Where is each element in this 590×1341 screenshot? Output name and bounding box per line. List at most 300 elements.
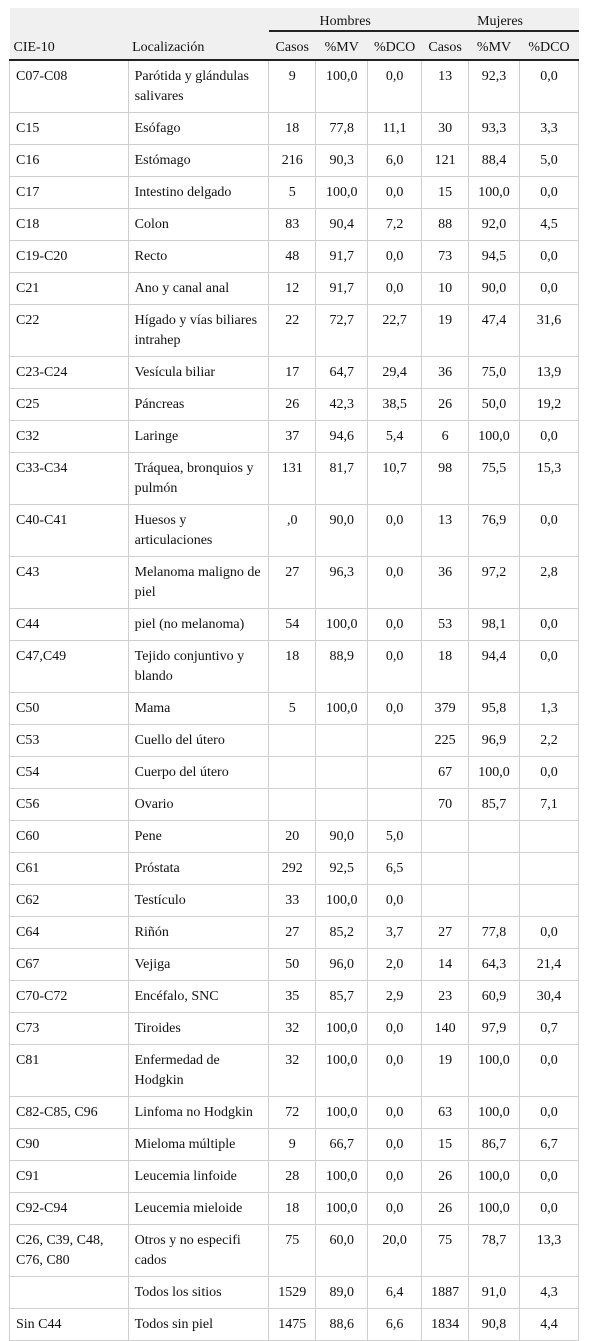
cell-women-cases: 10: [422, 273, 469, 305]
cell-women-dco: [520, 821, 579, 853]
cell-men-mv: 100,0: [316, 60, 368, 113]
cell-men-mv: [316, 789, 368, 821]
cell-women-cases: 67: [422, 757, 469, 789]
table-row: [10, 505, 579, 557]
cell-icd10-code: C19-C20: [10, 241, 129, 273]
cell-men-dco: 38,5: [368, 389, 422, 421]
table-body: [10, 60, 579, 1341]
cell-women-cases: 13: [422, 505, 469, 557]
cell-icd10-code: C40-C41: [10, 505, 129, 557]
cell-men-dco: 0,0: [368, 557, 422, 609]
cell-women-dco: 0,7: [520, 1013, 579, 1045]
cell-women-mv: 94,4: [469, 641, 520, 693]
cell-men-mv: 100,0: [316, 1193, 368, 1225]
cell-women-cases: [422, 821, 469, 853]
cell-site-name: Tiroides: [128, 1013, 269, 1045]
cell-women-mv: 91,0: [469, 1277, 520, 1309]
cell-women-dco: 0,0: [520, 1097, 579, 1129]
cell-site-name: Tráquea, bronquios y pulmón: [128, 453, 269, 505]
cell-icd10-code: C90: [10, 1129, 129, 1161]
cell-men-mv: 42,3: [316, 389, 368, 421]
cell-women-cases: 140: [422, 1013, 469, 1045]
cell-men-cases: 32: [269, 1013, 316, 1045]
cell-men-cases: 1529: [269, 1277, 316, 1309]
cell-site-name: Ano y canal anal: [128, 273, 269, 305]
cell-women-dco: 0,0: [520, 1045, 579, 1097]
cell-men-mv: 92,5: [316, 853, 368, 885]
cell-women-dco: 15,3: [520, 453, 579, 505]
cell-women-dco: 21,4: [520, 949, 579, 981]
cell-women-dco: [520, 853, 579, 885]
cell-men-mv: 100,0: [316, 693, 368, 725]
cell-site-name: Cuerpo del útero: [128, 757, 269, 789]
cell-icd10-code: C64: [10, 917, 129, 949]
cell-women-mv: 90,8: [469, 1309, 520, 1341]
cell-men-mv: 72,7: [316, 305, 368, 357]
cell-men-dco: 0,0: [368, 1161, 422, 1193]
cell-site-name: Encéfalo, SNC: [128, 981, 269, 1013]
cell-women-cases: 19: [422, 305, 469, 357]
cell-men-mv: 90,3: [316, 145, 368, 177]
table-row: [10, 725, 579, 757]
cell-women-cases: 1834: [422, 1309, 469, 1341]
table-row: [10, 60, 579, 113]
cell-men-mv: 100,0: [316, 177, 368, 209]
cell-women-dco: 1,3: [520, 693, 579, 725]
cell-icd10-code: C32: [10, 421, 129, 453]
cell-men-mv: 91,7: [316, 273, 368, 305]
table-row: [10, 357, 579, 389]
cell-men-mv: 100,0: [316, 1013, 368, 1045]
cell-women-dco: 3,3: [520, 113, 579, 145]
cell-icd10-code: C22: [10, 305, 129, 357]
cell-women-dco: 31,6: [520, 305, 579, 357]
cell-women-mv: 90,0: [469, 273, 520, 305]
cell-men-mv: 88,9: [316, 641, 368, 693]
cell-men-cases: 9: [269, 60, 316, 113]
cell-icd10-code: [10, 1277, 129, 1309]
cell-women-mv: 78,7: [469, 1225, 520, 1277]
cell-women-cases: 75: [422, 1225, 469, 1277]
cell-women-cases: [422, 853, 469, 885]
table-row: [10, 453, 579, 505]
cell-men-cases: 26: [269, 389, 316, 421]
cell-men-dco: 0,0: [368, 1129, 422, 1161]
cell-women-dco: 4,5: [520, 209, 579, 241]
cell-women-cases: 15: [422, 1129, 469, 1161]
cell-women-cases: 88: [422, 209, 469, 241]
cell-men-cases: 1475: [269, 1309, 316, 1341]
cell-men-dco: [368, 725, 422, 757]
cell-women-cases: 13: [422, 60, 469, 113]
cell-men-dco: 6,0: [368, 145, 422, 177]
cell-men-cases: 50: [269, 949, 316, 981]
cell-men-cases: 20: [269, 821, 316, 853]
cell-icd10-code: C54: [10, 757, 129, 789]
column-header-men-dco: %DCO: [368, 31, 422, 60]
cell-women-cases: 26: [422, 1161, 469, 1193]
table-row: [10, 1161, 579, 1193]
column-header-women-cases: Casos: [422, 31, 469, 60]
cell-women-mv: [469, 885, 520, 917]
cell-men-dco: [368, 757, 422, 789]
cell-icd10-code: C18: [10, 209, 129, 241]
cell-icd10-code: C70-C72: [10, 981, 129, 1013]
cell-women-mv: 100,0: [469, 421, 520, 453]
cell-women-mv: 50,0: [469, 389, 520, 421]
cell-men-mv: 89,0: [316, 1277, 368, 1309]
cell-men-dco: 6,5: [368, 853, 422, 885]
cell-men-mv: 81,7: [316, 453, 368, 505]
cell-women-dco: 0,0: [520, 757, 579, 789]
cell-site-name: Tejido conjuntivo y blando: [128, 641, 269, 693]
table-row: [10, 1045, 579, 1097]
table-row: [10, 305, 579, 357]
cell-icd10-code: C53: [10, 725, 129, 757]
cell-site-name: Cuello del útero: [128, 725, 269, 757]
cell-men-cases: [269, 725, 316, 757]
cell-women-cases: 36: [422, 557, 469, 609]
cell-women-dco: 30,4: [520, 981, 579, 1013]
cell-women-dco: 0,0: [520, 917, 579, 949]
cell-women-dco: 0,0: [520, 177, 579, 209]
cell-women-mv: 60,9: [469, 981, 520, 1013]
cell-men-mv: 85,2: [316, 917, 368, 949]
cell-men-dco: 0,0: [368, 693, 422, 725]
cell-men-mv: 100,0: [316, 1161, 368, 1193]
cell-men-cases: 72: [269, 1097, 316, 1129]
cell-women-cases: 6: [422, 421, 469, 453]
cell-men-mv: 90,4: [316, 209, 368, 241]
cell-icd10-code: C16: [10, 145, 129, 177]
cell-site-name: Mama: [128, 693, 269, 725]
cell-men-cases: 27: [269, 557, 316, 609]
cell-site-name: Todos los sitios: [128, 1277, 269, 1309]
cell-men-dco: 0,0: [368, 1013, 422, 1045]
cell-women-cases: 26: [422, 389, 469, 421]
cell-icd10-code: C82-C85, C96: [10, 1097, 129, 1129]
cell-icd10-code: C44: [10, 609, 129, 641]
cell-women-mv: 100,0: [469, 1045, 520, 1097]
cell-women-mv: 100,0: [469, 1193, 520, 1225]
cell-women-mv: 85,7: [469, 789, 520, 821]
cell-men-dco: 22,7: [368, 305, 422, 357]
cell-women-cases: 26: [422, 1193, 469, 1225]
cell-women-mv: 75,5: [469, 453, 520, 505]
cell-men-dco: 2,0: [368, 949, 422, 981]
cell-men-mv: 91,7: [316, 241, 368, 273]
cell-women-mv: 47,4: [469, 305, 520, 357]
cell-men-mv: 90,0: [316, 505, 368, 557]
cell-men-cases: 5: [269, 693, 316, 725]
cell-men-mv: 85,7: [316, 981, 368, 1013]
table-row: [10, 757, 579, 789]
cell-men-dco: 0,0: [368, 273, 422, 305]
cell-men-cases: 18: [269, 641, 316, 693]
column-header-site: Localización: [128, 31, 269, 60]
cell-women-dco: 13,9: [520, 357, 579, 389]
table-row: [10, 949, 579, 981]
cell-men-mv: 60,0: [316, 1225, 368, 1277]
cell-site-name: Mieloma múltiple: [128, 1129, 269, 1161]
cell-site-name: Vejiga: [128, 949, 269, 981]
cell-icd10-code: C56: [10, 789, 129, 821]
cell-icd10-code: C61: [10, 853, 129, 885]
cell-men-dco: 6,6: [368, 1309, 422, 1341]
cell-men-mv: 100,0: [316, 885, 368, 917]
cell-men-mv: [316, 757, 368, 789]
cell-women-cases: [422, 885, 469, 917]
cell-women-dco: 2,8: [520, 557, 579, 609]
cell-women-dco: 0,0: [520, 1193, 579, 1225]
cell-women-cases: 19: [422, 1045, 469, 1097]
cell-men-cases: 37: [269, 421, 316, 453]
cell-site-name: Vesícula biliar: [128, 357, 269, 389]
cell-men-dco: 3,7: [368, 917, 422, 949]
cell-site-name: Pene: [128, 821, 269, 853]
cell-icd10-code: C25: [10, 389, 129, 421]
cell-women-dco: 0,0: [520, 241, 579, 273]
cell-men-dco: 11,1: [368, 113, 422, 145]
cell-site-name: Colon: [128, 209, 269, 241]
cell-women-cases: 63: [422, 1097, 469, 1129]
cell-women-cases: 14: [422, 949, 469, 981]
table-row: [10, 641, 579, 693]
cell-women-mv: [469, 821, 520, 853]
cell-men-mv: 100,0: [316, 609, 368, 641]
table-row: [10, 209, 579, 241]
cell-site-name: Laringe: [128, 421, 269, 453]
cell-men-mv: 96,0: [316, 949, 368, 981]
cell-site-name: Intestino delgado: [128, 177, 269, 209]
column-header-women-dco: %DCO: [520, 31, 579, 60]
cell-women-cases: 70: [422, 789, 469, 821]
cell-men-cases: 17: [269, 357, 316, 389]
cell-men-mv: 88,6: [316, 1309, 368, 1341]
cell-icd10-code: C67: [10, 949, 129, 981]
cell-women-dco: 7,1: [520, 789, 579, 821]
cell-women-mv: 100,0: [469, 757, 520, 789]
table-row: [10, 1225, 579, 1277]
cell-women-dco: 0,0: [520, 641, 579, 693]
cell-women-cases: 121: [422, 145, 469, 177]
cell-site-name: Páncreas: [128, 389, 269, 421]
cell-site-name: Leucemia linfoide: [128, 1161, 269, 1193]
table-row: [10, 177, 579, 209]
column-header-men-mv: %MV: [316, 31, 368, 60]
cell-men-dco: 0,0: [368, 609, 422, 641]
cell-site-name: piel (no melanoma): [128, 609, 269, 641]
cell-women-mv: 92,3: [469, 60, 520, 113]
cell-women-mv: 97,2: [469, 557, 520, 609]
cell-women-mv: 64,3: [469, 949, 520, 981]
cell-men-mv: [316, 725, 368, 757]
cell-men-dco: 0,0: [368, 505, 422, 557]
cell-women-dco: 0,0: [520, 273, 579, 305]
cell-men-mv: 90,0: [316, 821, 368, 853]
cell-women-dco: 2,2: [520, 725, 579, 757]
cell-men-mv: 94,6: [316, 421, 368, 453]
table-row: [10, 145, 579, 177]
cell-women-dco: 19,2: [520, 389, 579, 421]
cell-women-cases: 225: [422, 725, 469, 757]
cell-men-cases: [269, 757, 316, 789]
cell-women-cases: 15: [422, 177, 469, 209]
cell-icd10-code: C07-C08: [10, 60, 129, 113]
cell-icd10-code: C33-C34: [10, 453, 129, 505]
cell-women-cases: 379: [422, 693, 469, 725]
cell-men-dco: 0,0: [368, 177, 422, 209]
table-row: [10, 421, 579, 453]
cell-women-mv: 75,0: [469, 357, 520, 389]
cell-men-dco: 2,9: [368, 981, 422, 1013]
cell-men-cases: 216: [269, 145, 316, 177]
table-header: [10, 8, 579, 60]
cell-men-dco: 20,0: [368, 1225, 422, 1277]
cancer-incidence-table: [9, 8, 579, 1341]
cell-women-dco: [520, 885, 579, 917]
cell-women-mv: 96,9: [469, 725, 520, 757]
cell-women-dco: 0,0: [520, 505, 579, 557]
cell-icd10-code: C81: [10, 1045, 129, 1097]
cell-site-name: Esófago: [128, 113, 269, 145]
cell-icd10-code: C43: [10, 557, 129, 609]
cell-men-cases: 54: [269, 609, 316, 641]
table-row: [10, 609, 579, 641]
cell-women-mv: 88,4: [469, 145, 520, 177]
cell-women-mv: 100,0: [469, 1097, 520, 1129]
cell-men-dco: 0,0: [368, 1097, 422, 1129]
cell-men-mv: 64,7: [316, 357, 368, 389]
cell-men-cases: [269, 789, 316, 821]
cell-men-cases: 83: [269, 209, 316, 241]
cell-icd10-code: C26, C39, C48, C76, C80: [10, 1225, 129, 1277]
cell-women-mv: 100,0: [469, 177, 520, 209]
cell-women-cases: 73: [422, 241, 469, 273]
cell-icd10-code: C47,C49: [10, 641, 129, 693]
cell-women-dco: 0,0: [520, 421, 579, 453]
column-header-women-mv: %MV: [469, 31, 520, 60]
cell-women-dco: 6,7: [520, 1129, 579, 1161]
cell-women-cases: 36: [422, 357, 469, 389]
cell-men-cases: 75: [269, 1225, 316, 1277]
table-row: [10, 1097, 579, 1129]
cell-site-name: Hígado y vías biliares intrahep: [128, 305, 269, 357]
cell-women-dco: 0,0: [520, 609, 579, 641]
table-row: [10, 885, 579, 917]
cell-men-dco: 0,0: [368, 60, 422, 113]
group-header-men: Hombres: [269, 8, 422, 31]
cell-men-mv: 96,3: [316, 557, 368, 609]
cell-icd10-code: C92-C94: [10, 1193, 129, 1225]
cell-icd10-code: C50: [10, 693, 129, 725]
table-row: [10, 1193, 579, 1225]
cell-site-name: Otros y no especifi cados: [128, 1225, 269, 1277]
cell-site-name: Recto: [128, 241, 269, 273]
cell-men-cases: 12: [269, 273, 316, 305]
table-row: [10, 1277, 579, 1309]
cell-women-cases: 98: [422, 453, 469, 505]
table-row: [10, 981, 579, 1013]
table-row: [10, 821, 579, 853]
cell-site-name: Melanoma maligno de piel: [128, 557, 269, 609]
cell-icd10-code: C15: [10, 113, 129, 145]
cell-men-cases: 5: [269, 177, 316, 209]
cell-women-cases: 27: [422, 917, 469, 949]
cell-women-cases: 53: [422, 609, 469, 641]
cell-site-name: Riñón: [128, 917, 269, 949]
cell-men-dco: 0,0: [368, 885, 422, 917]
cell-women-mv: 93,3: [469, 113, 520, 145]
cell-men-dco: 0,0: [368, 1045, 422, 1097]
cell-women-dco: 0,0: [520, 1161, 579, 1193]
cell-men-cases: 22: [269, 305, 316, 357]
cell-icd10-code: C60: [10, 821, 129, 853]
cell-site-name: Todos sin piel: [128, 1309, 269, 1341]
cell-men-cases: ,0: [269, 505, 316, 557]
table-row: [10, 241, 579, 273]
table-row: [10, 1129, 579, 1161]
cell-men-dco: [368, 789, 422, 821]
cell-icd10-code: C73: [10, 1013, 129, 1045]
cell-men-dco: 6,4: [368, 1277, 422, 1309]
cell-women-mv: 100,0: [469, 1161, 520, 1193]
cell-men-dco: 7,2: [368, 209, 422, 241]
cell-women-mv: 86,7: [469, 1129, 520, 1161]
cell-men-cases: 32: [269, 1045, 316, 1097]
cell-site-name: Huesos y articulaciones: [128, 505, 269, 557]
table-row: [10, 693, 579, 725]
cell-men-dco: 10,7: [368, 453, 422, 505]
table-row: [10, 853, 579, 885]
cell-women-mv: 77,8: [469, 917, 520, 949]
cell-men-cases: 35: [269, 981, 316, 1013]
cell-men-dco: 5,0: [368, 821, 422, 853]
table-row: [10, 113, 579, 145]
table-row: [10, 789, 579, 821]
cell-women-mv: 76,9: [469, 505, 520, 557]
cell-women-mv: 97,9: [469, 1013, 520, 1045]
cell-site-name: Linfoma no Hodgkin: [128, 1097, 269, 1129]
cell-women-cases: 18: [422, 641, 469, 693]
cell-site-name: Próstata: [128, 853, 269, 885]
cell-men-dco: 0,0: [368, 641, 422, 693]
cell-women-mv: 94,5: [469, 241, 520, 273]
column-header-men-cases: Casos: [269, 31, 316, 60]
table-row: [10, 389, 579, 421]
cell-icd10-code: C62: [10, 885, 129, 917]
column-header-icd10: CIE-10: [10, 31, 129, 60]
cell-icd10-code: Sin C44: [10, 1309, 129, 1341]
cell-men-dco: 5,4: [368, 421, 422, 453]
cell-men-cases: 9: [269, 1129, 316, 1161]
cell-site-name: Enfermedad de Hodgkin: [128, 1045, 269, 1097]
cell-site-name: Leucemia mieloide: [128, 1193, 269, 1225]
cell-men-cases: 18: [269, 1193, 316, 1225]
cell-men-cases: 48: [269, 241, 316, 273]
cell-women-cases: 23: [422, 981, 469, 1013]
cell-women-dco: 0,0: [520, 60, 579, 113]
table-row: [10, 273, 579, 305]
cell-women-cases: 30: [422, 113, 469, 145]
cell-site-name: Parótida y glándulas salivares: [128, 60, 269, 113]
cell-men-cases: 28: [269, 1161, 316, 1193]
cell-men-cases: 292: [269, 853, 316, 885]
cell-women-mv: 95,8: [469, 693, 520, 725]
table-row: [10, 917, 579, 949]
cell-men-dco: 0,0: [368, 241, 422, 273]
cell-men-mv: 100,0: [316, 1097, 368, 1129]
